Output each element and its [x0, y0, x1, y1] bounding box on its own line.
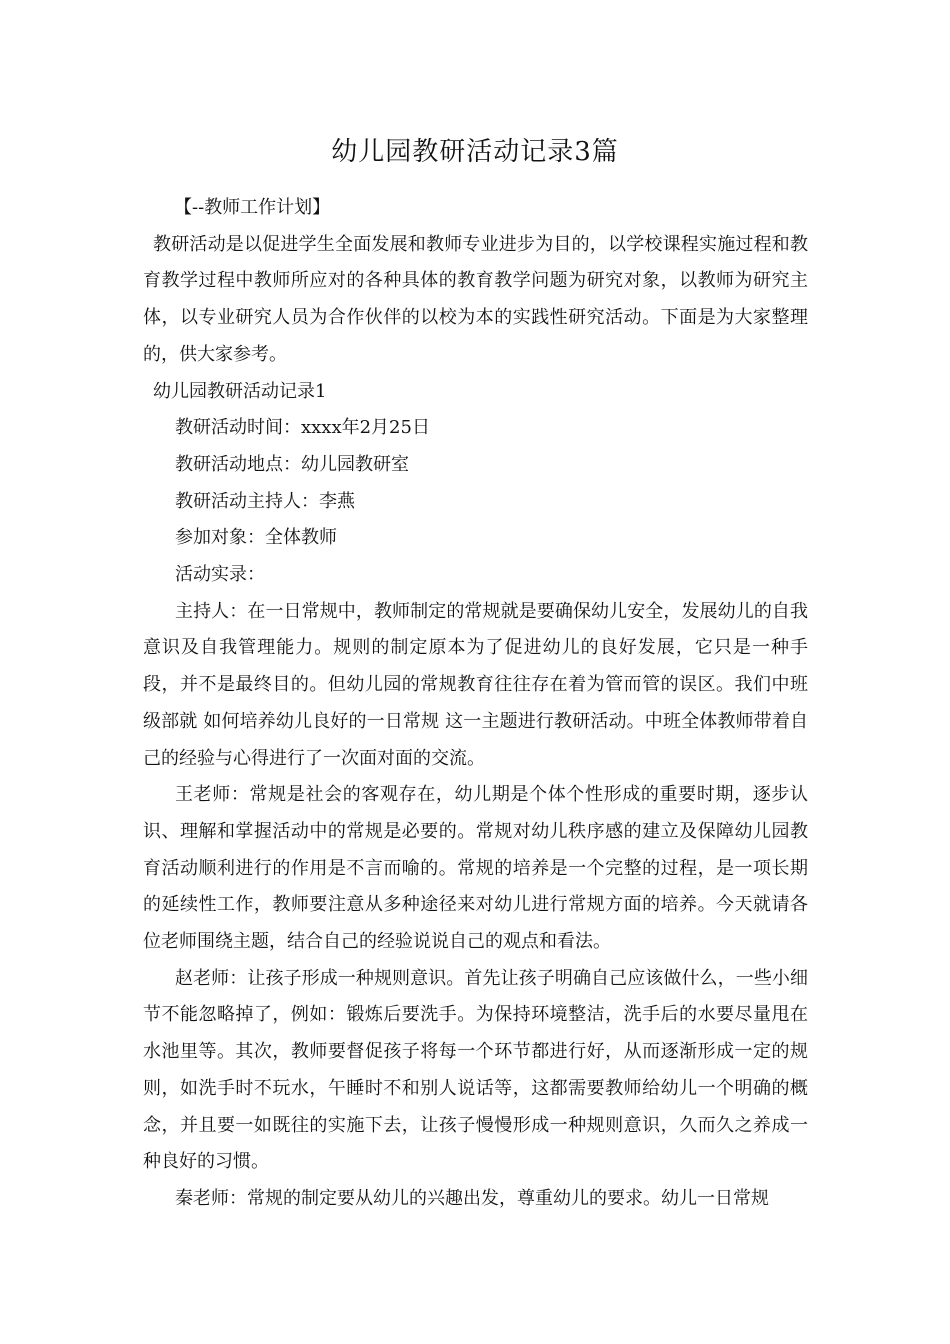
meta-record-label: 活动实录：	[175, 564, 265, 586]
paragraph-zhao: 赵老师：让孩子形成一种规则意识。首先让孩子明确自己应该做什么，一些小细节不能忽略掉了，例如：锻炼后要洗手。为保持环境整洁，洗手后的水要尽量甩在水池里等。其次，教师要督促孩子将每一个环节都进行好，从而逐渐形成一定的规则，如洗手时不玩水，午睡时不和别人说话等，这都需要教师给幼儿一个明确的概念，并且要一如既往的实施下去，让孩子慢慢形成一种规则意识，久而久之养成一种良好的习惯。	[143, 967, 808, 1173]
meta-participants: 参加对象：全体教师	[175, 527, 337, 549]
category-label: 【--教师工作计划】	[174, 197, 331, 218]
paragraph-qin: 秦老师：常规的制定要从幼儿的兴趣出发，尊重幼儿的要求。幼儿一日常规	[175, 1187, 769, 1209]
section-heading: 幼儿园教研活动记录1	[153, 380, 327, 402]
paragraph-host: 主持人：在一日常规中，教师制定的常规就是要确保幼儿安全，发展幼儿的自我意识及自我管理能力。规则的制定原本为了促进幼儿的良好发展，它只是一种手段，并不是最终目的。但幼儿园的常规教育往往存在着为管而管的误区。我们中班级部就 如何培养幼儿良好的一日常规 这一主题进行教研活动。中班全体教师带着自己的经验与心得进行了一次面对面的交流。	[143, 600, 808, 769]
intro-paragraph: 教研活动是以促进学生全面发展和教师专业进步为目的，以学校课程实施过程和教育教学过程中教师所应对的各种具体的教育教学问题为研究对象，以教师为研究主体，以专业研究人员为合作伙伴的以校为本的实践性研究活动。下面是为大家整理的，供大家参考。	[143, 233, 808, 365]
meta-time: 教研活动时间：xxxx年2月25日	[175, 417, 430, 439]
paragraph-wang: 王老师：常规是社会的客观存在，幼儿期是个体个性形成的重要时期，逐步认识、理解和掌握活动中的常规是必要的。常规对幼儿秩序感的建立及保障幼儿园教育活动顺利进行的作用是不言而喻的。常规的培养是一个完整的过程，是一项长期的延续性工作，教师要注意从多种途径来对幼儿进行常规方面的培养。今天就请各位老师围绕主题，结合自己的经验说说自己的观点和看法。	[143, 784, 808, 953]
meta-host: 教研活动主持人：李燕	[175, 490, 355, 512]
document-body	[143, 190, 808, 1218]
meta-location: 教研活动地点：幼儿园教研室	[175, 453, 409, 475]
document-title: 幼儿园教研活动记录3篇	[331, 137, 619, 167]
